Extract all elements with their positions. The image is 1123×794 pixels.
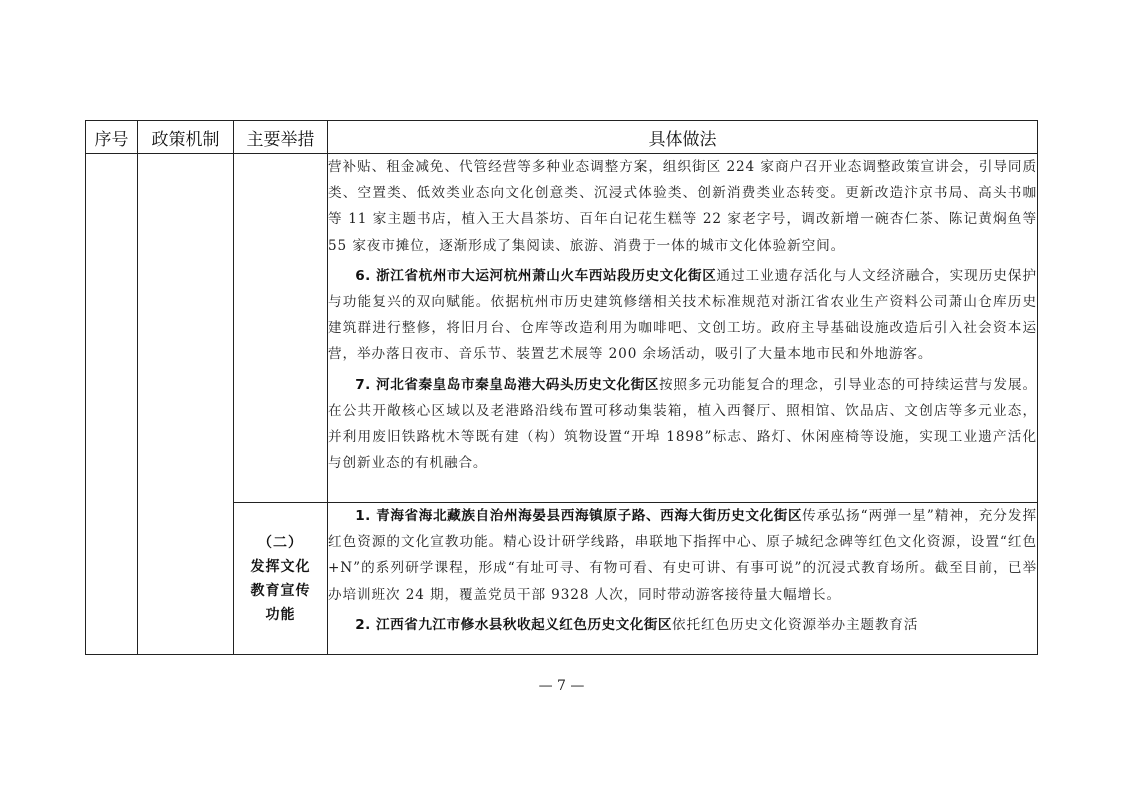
paragraph: 7. 河北省秦皇岛市秦皇岛港大码头历史文化街区按照多元功能复合的理念，引导业态的可持续运营与发展。在公共开敞核心区域以及老港路沿线布置可移动集装箱，植入西餐厅、照相馆、饮品店、文创店等多元业态，并利用废旧铁路枕木等既有建（构）筑物设置“开埠 1898”标志、路灯、休闲座椅等设施，实现工业遗产活化与创新业态的有机融合。	[328, 376, 1037, 472]
paragraph: 营补贴、租金减免、代管经营等多种业态调整方案，组织街区 224 家商户召开业态调整政策宣讲会，引导同质类、空置类、低效类业态向文化创意类、沉浸式体验类、创新消费类业态转变。更新改造汴京书局、高头书咖等 11 家主题书店，植入王大昌茶坊、百年白记花生糕等 22 家老字号，调改新增一碗杏仁茶、陈记黄焖鱼等 55 家夜市摊位，逐渐形成了集阅读、旅游、消费于一体的城市文化体验新空间。	[328, 159, 1037, 254]
main-measure-cell: （二） 发挥文化 教育宣传 功能	[234, 503, 328, 655]
paragraph: 1. 青海省海北藏族自治州海晏县西海镇原子路、西海大街历史文化街区传承弘扬“两弹一星”精神，充分发挥红色资源的文化宣教功能。精心设计研学线路，串联地下指挥中心、原子城纪念碑等红色文化资源，设置“红色+N”的系列研学课程，形成“有址可寻、有物可看、有史可讲、有事可说”的沉浸式教育场所。截至目前，已举办培训班次 24 期，覆盖党员干部 9328 人次，同时带动游客接待量大幅增长。	[328, 508, 1037, 603]
policy-table	[85, 120, 1038, 655]
page-number: — 7 —	[538, 678, 585, 694]
header-index: 序号	[86, 121, 138, 154]
specific-practice-cell	[328, 503, 1038, 655]
specific-practice-cell	[328, 154, 1038, 503]
case-title: 2. 江西省九江市修水县秋收起义红色历史文化街区	[355, 616, 673, 633]
case-title: 1. 青海省海北藏族自治州海晏县西海镇原子路、西海大街历史文化街区	[355, 508, 803, 524]
policy-mechanism-cell	[138, 154, 234, 655]
header-specific-practice: 具体做法	[328, 121, 1038, 154]
case-title: 6. 浙江省杭州市大运河杭州萧山火车西站段历史文化街区	[355, 267, 717, 284]
case-title: 7. 河北省秦皇岛市秦皇岛港大码头历史文化街区	[355, 376, 659, 393]
header-policy-mechanism: 政策机制	[138, 121, 234, 154]
table-row	[86, 154, 1038, 503]
table-header-row	[86, 121, 1038, 154]
header-main-measure: 主要举措	[234, 121, 328, 154]
paragraph: 2. 江西省九江市修水县秋收起义红色历史文化街区依托红色历史文化资源举办主题教育活	[355, 616, 919, 633]
paragraph: 6. 浙江省杭州市大运河杭州萧山火车西站段历史文化街区通过工业遗存活化与人文经济融合，实现历史保护与功能复兴的双向赋能。依据杭州市历史建筑修缮相关技术标准规范对浙江省农业生产资料公司萧山仓库历史建筑群进行整修，将旧月台、仓库等改造利用为咖啡吧、文创工坊。政府主导基础设施改造后引入社会资本运营，举办落日夜市、音乐节、装置艺术展等 200 余场活动，吸引了大量本地市民和外地游客。	[328, 267, 1037, 363]
main-measure-cell	[234, 154, 328, 503]
index-cell	[86, 154, 138, 655]
